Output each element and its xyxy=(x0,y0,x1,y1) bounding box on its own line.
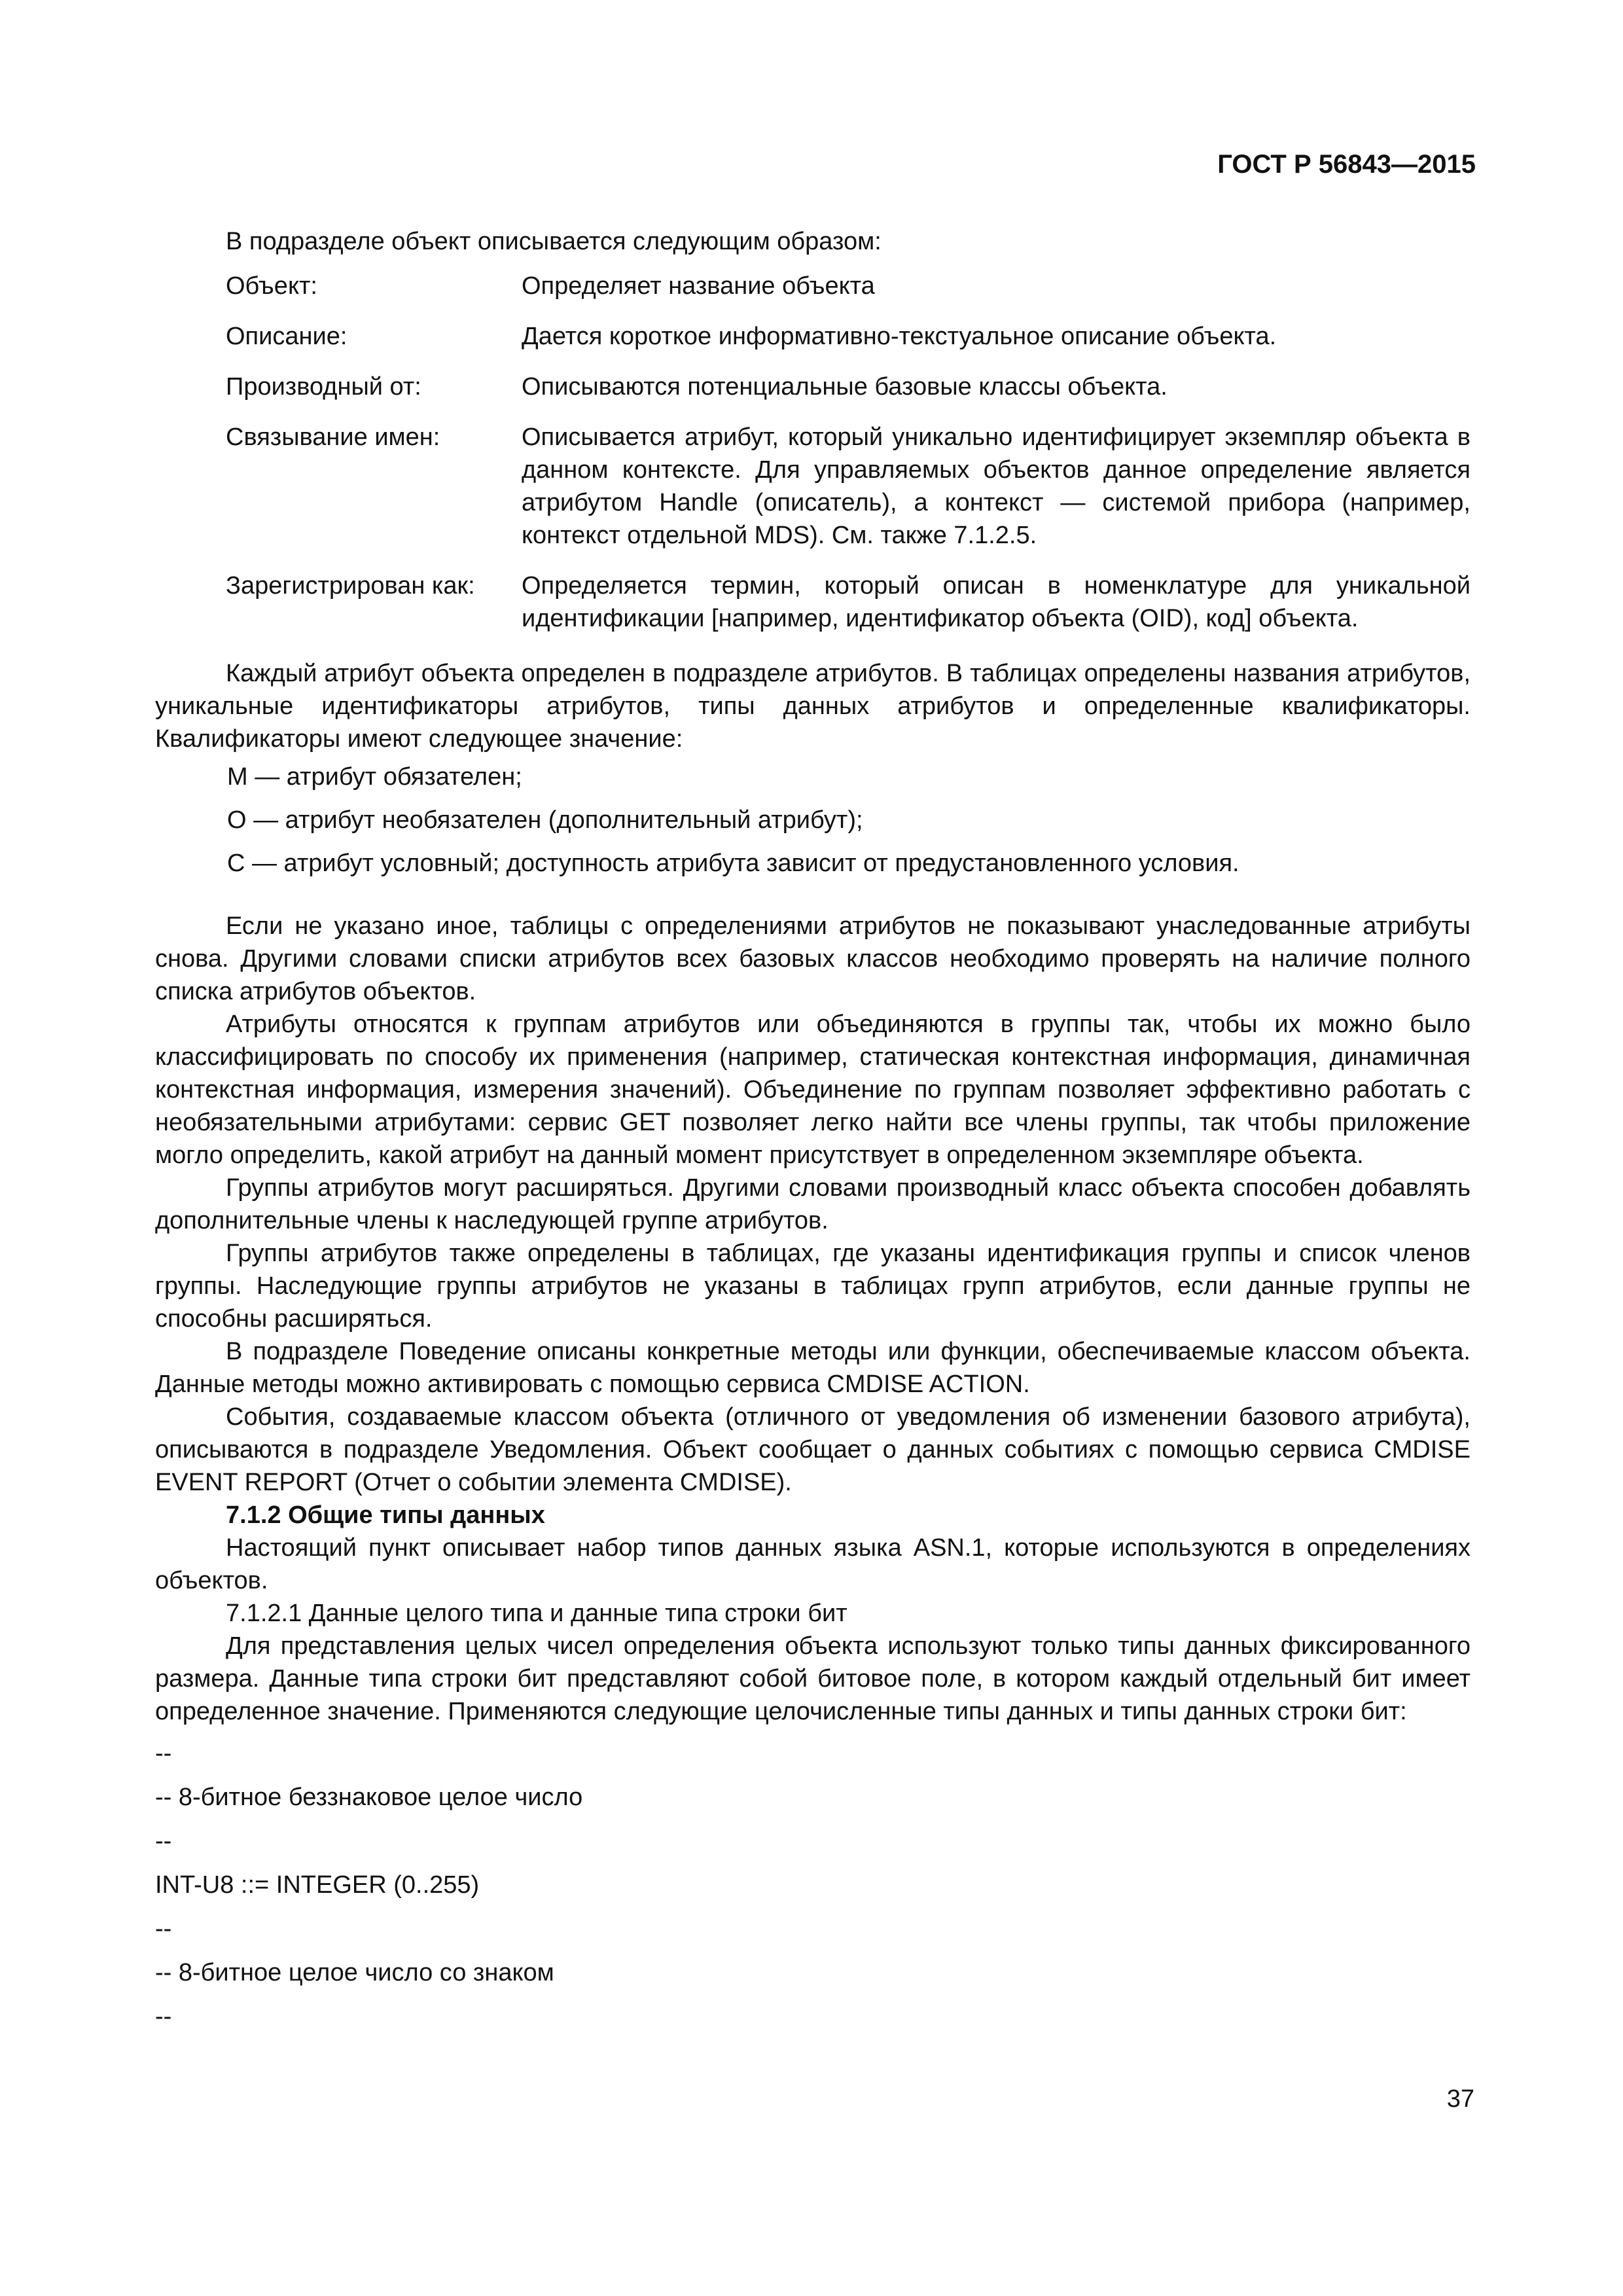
definition-row xyxy=(226,320,1471,353)
qualifier-item: М — атрибут обязателен; xyxy=(227,763,522,791)
section-paragraph: Настоящий пункт описывает набор типов данных языка ASN.1, которые используются в определениях объектов. xyxy=(155,1534,1471,1594)
definition-row xyxy=(226,370,1471,403)
definition-desc: Определяет название объекта xyxy=(522,272,875,300)
definition-row xyxy=(226,270,1471,302)
paragraph: События, создаваемые классом объекта (отличного от уведомления об изменении базового атрибута), описываются в подразделе Уведомления. Объект сообщает о данных событиях с помощью сервиса CMDISE EVENT REPORT (Отчет о событии элемента CMDISE). xyxy=(155,1403,1471,1496)
definition-desc: Описывается атрибут, который уникально идентифицирует экземпляр объекта в данном контексте. Для управляемых объектов данное определение является атрибутом Handle (описатель), а контекст — системой прибора (например, контекст отдельной MDS). См. также 7.1.2.5. xyxy=(522,423,1471,549)
definition-term: Описание: xyxy=(226,323,348,350)
definition-row xyxy=(226,421,1471,552)
code-block xyxy=(155,1737,1471,2033)
code-line: -- xyxy=(155,1740,172,1767)
code-line: -- 8-битное беззнаковое целое число xyxy=(155,1784,583,1811)
paragraph-attributes: Каждый атрибут объекта определен в подразделе атрибутов. В таблицах определены названия атрибутов, уникальные идентификаторы атрибутов, типы данных атрибутов и определенные квалификаторы. Квалификаторы имеют следующее значение: xyxy=(155,660,1471,753)
definition-term: Связывание имен: xyxy=(226,423,440,451)
definition-term: Зарегистрирован как: xyxy=(226,572,475,600)
definition-desc: Определяется термин, который описан в номенклатуре для уникальной идентификации [например, идентификатор объекта (OID), код] объекта. xyxy=(522,572,1471,632)
intro-line: В подразделе объект описывается следующим образом: xyxy=(226,228,882,255)
paragraph: Группы атрибутов могут расширяться. Другими словами производный класс объекта способен добавлять дополнительные члены к наследующей группе атрибутов. xyxy=(155,1174,1471,1234)
definition-term: Производный от: xyxy=(226,373,421,401)
qualifier-list xyxy=(227,761,1471,880)
definition-list xyxy=(226,270,1471,635)
subsection-paragraph: Для представления целых чисел определения объекта используют только типы данных фиксированного размера. Данные типа строки бит представляют собой битовое поле, в котором каждый отдельный бит имеет определенное значение. Применяются следующие целочисленные типы данных и типы данных строки бит: xyxy=(155,1632,1471,1725)
definition-desc: Описываются потенциальные базовые классы объекта. xyxy=(522,373,1168,401)
paragraph: Группы атрибутов также определены в таблицах, где указаны идентификация группы и список членов группы. Наследующие группы атрибутов не указаны в таблицах групп атрибутов, если данные группы не способны расширяться. xyxy=(155,1240,1471,1333)
code-line: -- xyxy=(155,1827,172,1855)
code-line: -- xyxy=(155,2003,172,2030)
paragraph: Если не указано иное, таблицы с определениями атрибутов не показывают унаследованные атрибуты снова. Другими словами списки атрибутов всех базовых классов необходимо проверять на наличие полного списка атрибутов объектов. xyxy=(155,912,1471,1005)
section-heading: 7.1.2 Общие типы данных xyxy=(226,1501,545,1529)
paragraph: Атрибуты относятся к группам атрибутов или объединяются в группы так, чтобы их можно было классифицировать по способу их применения (например, статическая контекстная информация, динамичная контекстная информация, измерения значений). Объединение по группам позволяет эффективно работать с необязательными атрибутами: сервис GET позволяет легко найти все члены группы, так чтобы приложение могло определить, какой атрибут на данный момент присутствует в определенном экземпляре объекта. xyxy=(155,1011,1471,1169)
code-line: -- xyxy=(155,1915,172,1943)
definition-term: Объект: xyxy=(226,272,317,300)
page-content xyxy=(155,225,1471,2044)
qualifier-item: О — атрибут необязателен (дополнительный атрибут); xyxy=(227,806,863,834)
definition-row xyxy=(226,569,1471,635)
definition-desc: Дается короткое информативно-текстуальное описание объекта. xyxy=(522,323,1277,350)
subsection-heading: 7.1.2.1 Данные целого типа и данные типа строки бит xyxy=(226,1600,847,1627)
code-line: -- 8-битное целое число со знаком xyxy=(155,1959,554,1986)
qualifier-item: С — атрибут условный; доступность атрибута зависит от предустановленного условия. xyxy=(227,850,1240,877)
document-id-header: ГОСТ Р 56843—2015 xyxy=(1217,150,1476,179)
page-number: 37 xyxy=(1446,2085,1474,2113)
paragraph: В подразделе Поведение описаны конкретные методы или функции, обеспечиваемые классом объекта. Данные методы можно активировать с помощью сервиса CMDISE ACTION. xyxy=(155,1338,1471,1398)
code-line: INT-U8 ::= INTEGER (0..255) xyxy=(155,1871,480,1899)
